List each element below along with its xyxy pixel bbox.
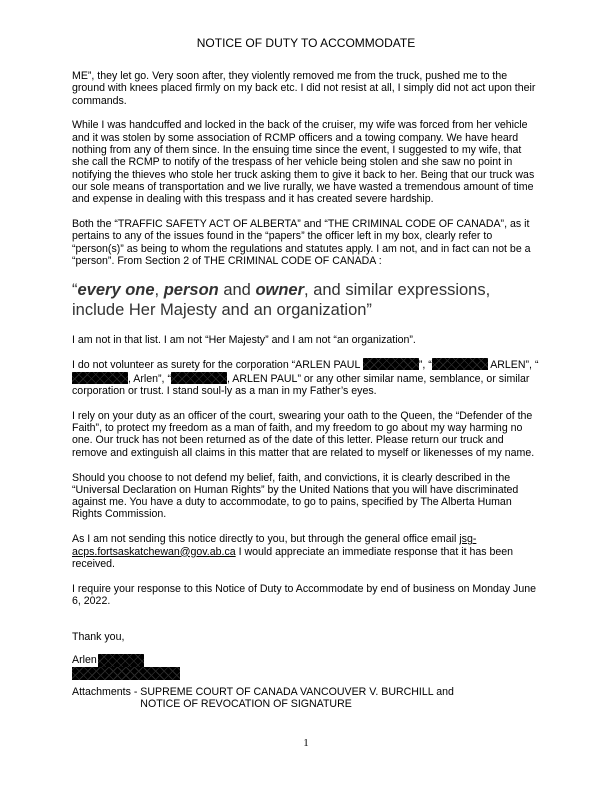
attachments xyxy=(72,686,540,711)
signature-first-name: Arlen xyxy=(72,653,97,666)
paragraph-statutes: Both the “TRAFFIC SAFETY ACT OF ALBERTA” and “THE CRIMINAL CODE OF CANADA”, as it pertains to any of the issues found in the “papers” the officer left in my box, clearly refer to “person(s)” as being to whom the regulations and statutes apply. I am not, and in fact can not be a “person”. From Section 2 of THE CRIMINAL CODE OF CANADA : xyxy=(72,217,531,267)
signature-redacted-line xyxy=(72,667,540,680)
redaction-mark xyxy=(171,372,227,384)
criminal-code-quote: “every one, person and owner, and similar expressions, include Her Majesty and an organization” xyxy=(72,280,491,319)
paragraph-email: As I am not sending this notice directly to you, but through the general office email jsg-acps.fortsaskatchewan@gov.ab.ca I would appreciate an immediate response that it has been received. xyxy=(72,533,514,570)
attachments-label: Attachments - xyxy=(72,685,141,698)
paragraph-not-in-list: I am not in that list. I am not “Her Majesty” and I am not “an organization”. xyxy=(72,333,416,346)
quote-term-owner: owner xyxy=(255,280,305,299)
paragraph-surety: I do not volunteer as surety for the corporation “ARLEN PAUL ”, “ ARLEN”, “, Arlen”, “ , ARLEN PAUL” or any other similar name, semblance, or similar corporation or trust. I stand soul-ly as a man in my Father’s eyes. xyxy=(72,359,539,398)
redaction-mark xyxy=(363,358,419,370)
email-link[interactable]: jsg-acps.fortsaskatchewan@gov.ab.ca xyxy=(72,533,477,558)
paragraph-deadline: I require your response to this Notice of Duty to Accommodate by end of business on Monday June 6, 2022. xyxy=(72,582,537,607)
closing-text: Thank you, xyxy=(72,631,125,644)
redaction-mark xyxy=(98,654,144,667)
redaction-mark xyxy=(72,667,180,680)
page-number: 1 xyxy=(303,737,309,749)
document-title: NOTICE OF DUTY TO ACCOMMODATE xyxy=(196,36,416,50)
quote-term-every-one: every one xyxy=(77,280,155,299)
quote-term-person: person xyxy=(163,280,219,299)
signature-block xyxy=(72,631,540,710)
paragraph-duty-officer: I rely on your duty as an officer of the court, swearing your oath to the Queen, the “Defender of the Faith”, to protect my freedom as a man of faith, and my freedom to go about my way harming no one. Our truck has not been returned as of the date of this letter. Please return our truck and remove and extinguish all claims in this matter that are related to myself or likenesses of my name. xyxy=(72,409,535,459)
redaction-mark xyxy=(72,372,128,384)
attachment-item: SUPREME COURT OF CANADA VANCOUVER V. BURCHILL and xyxy=(140,685,454,698)
paragraph-vehicle-stolen: While I was handcuffed and locked in the back of the cruiser, my wife was forced from her vehicle and it was stolen by some association of RCMP officers and a towing company. We have heard nothing from any of them since. In the ensuing time since the event, I suggested to my wife, that she call the RCMP to notify of the trespass of her vehicle being stolen and she saw no point in notifying the thieves who stole her truck asking them to give it back to her. Being that our truck was our sole means of transportation and we live rurally, we have wasted a tremendous amount of time and expense in dealing with this trespass and it has created severe hardship. xyxy=(72,119,535,206)
paragraph-arrest: ME”, they let go. Very soon after, they violently removed me from the truck, pushed me to the ground with knees placed firmly on my back etc. I did not resist at all, I simply did not act upon their commands. xyxy=(72,70,536,107)
redaction-mark xyxy=(432,358,488,370)
paragraph-human-rights: Should you choose to not defend my belief, faith, and convictions, it is clearly described in the “Universal Declaration on Human Rights” by the United Nations that you will have discriminated against me. You have a duty to accommodate, to go to pains, specified by The Alberta Human Rights Commission. xyxy=(72,471,519,521)
attachment-item: NOTICE OF REVOCATION OF SIGNATURE xyxy=(140,697,352,710)
signature-name-line xyxy=(72,654,540,667)
